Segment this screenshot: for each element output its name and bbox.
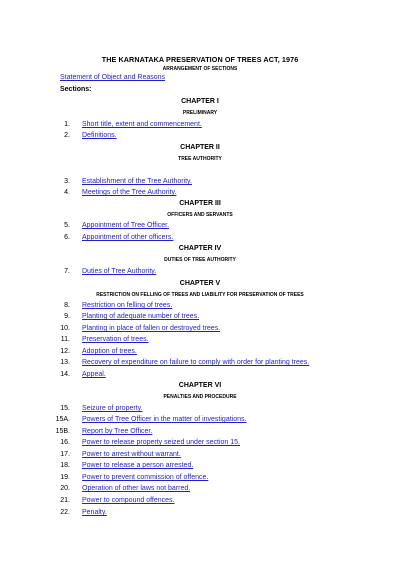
list-item bbox=[0, 359, 400, 369]
section-link[interactable]: Report by Tree Officer. bbox=[82, 428, 153, 435]
list-item bbox=[0, 121, 400, 131]
section-number: 21. bbox=[60, 497, 70, 504]
list-item bbox=[0, 234, 400, 244]
list-item bbox=[0, 428, 400, 438]
section-number: 15A. bbox=[55, 416, 70, 423]
section-number: 8. bbox=[64, 302, 70, 309]
list-item bbox=[0, 462, 400, 472]
section-link[interactable]: Appeal. bbox=[82, 371, 106, 378]
document-subtitle: ARRANGEMENT OF SECTIONS bbox=[162, 66, 238, 72]
section-link[interactable]: Seizure of property. bbox=[82, 405, 143, 412]
chapter-heading: CHAPTER II bbox=[180, 144, 220, 151]
section-number: 5. bbox=[64, 222, 70, 229]
section-link[interactable]: Preservation of trees. bbox=[82, 336, 149, 343]
chapter-heading: CHAPTER VI bbox=[178, 382, 222, 389]
list-item bbox=[0, 325, 400, 335]
list-item bbox=[0, 348, 400, 358]
section-link[interactable]: Meetings of the Tree Authority. bbox=[82, 189, 177, 196]
section-number: 14. bbox=[60, 371, 70, 378]
chapter-heading: CHAPTER IV bbox=[178, 245, 222, 252]
list-item bbox=[0, 268, 400, 278]
section-link[interactable]: Penalty. bbox=[82, 509, 107, 516]
list-item bbox=[0, 497, 400, 507]
list-item bbox=[0, 509, 400, 519]
section-link[interactable]: Adoption of trees. bbox=[82, 348, 137, 355]
chapter-heading: CHAPTER III bbox=[179, 200, 221, 207]
chapter-heading: CHAPTER I bbox=[181, 98, 219, 105]
section-link[interactable]: Appointment of other officers. bbox=[82, 234, 174, 241]
section-number: 10. bbox=[60, 325, 70, 332]
section-link[interactable]: Planting of adequate number of trees. bbox=[82, 313, 200, 320]
section-link[interactable]: Appointment of Tree Officer. bbox=[82, 222, 170, 229]
section-number: 15. bbox=[60, 405, 70, 412]
list-item bbox=[0, 222, 400, 232]
list-item bbox=[0, 439, 400, 449]
chapter-subheading: TREE AUTHORITY bbox=[178, 156, 222, 162]
section-number: 13. bbox=[60, 359, 70, 366]
section-link[interactable]: Operation of other laws not barred. bbox=[82, 485, 191, 492]
chapter-subheading: PENALTIES AND PROCEDURE bbox=[163, 394, 237, 400]
section-number: 18. bbox=[60, 462, 70, 469]
list-item bbox=[0, 474, 400, 484]
section-number: 6. bbox=[64, 234, 70, 241]
section-number: 15B. bbox=[55, 428, 70, 435]
section-link[interactable]: Power to prevent commission of offence. bbox=[82, 474, 209, 481]
section-link[interactable]: Restriction on felling of trees. bbox=[82, 302, 173, 309]
section-number: 7. bbox=[64, 268, 70, 275]
statement-of-objects-link[interactable]: Statement of Object and Reasons bbox=[60, 74, 166, 81]
sections-label: Sections: bbox=[60, 86, 92, 93]
chapter-subheading: OFFICERS AND SERVANTS bbox=[167, 212, 233, 218]
section-link[interactable]: Power to arrest without warrant. bbox=[82, 451, 181, 458]
list-item bbox=[0, 336, 400, 346]
list-item bbox=[0, 189, 400, 199]
section-number: 9. bbox=[64, 313, 70, 320]
section-link[interactable]: Powers of Tree Officer in the matter of investigations. bbox=[82, 416, 247, 423]
section-number: 1. bbox=[64, 121, 70, 128]
list-item bbox=[0, 416, 400, 426]
section-number: 2. bbox=[64, 132, 70, 139]
section-number: 12. bbox=[60, 348, 70, 355]
section-link[interactable]: Planting in place of fallen or destroyed trees. bbox=[82, 325, 221, 332]
section-link[interactable]: Establishment of the Tree Authority. bbox=[82, 178, 192, 185]
list-item bbox=[0, 313, 400, 323]
list-item bbox=[0, 178, 400, 188]
chapter-subheading: PRELIMINARY bbox=[182, 110, 218, 116]
list-item bbox=[0, 405, 400, 415]
document-title: THE KARNATAKA PRESERVATION OF TREES ACT, 1976 bbox=[101, 55, 299, 64]
list-item bbox=[0, 302, 400, 312]
list-item bbox=[0, 371, 400, 381]
section-number: 17. bbox=[60, 451, 70, 458]
section-link[interactable]: Short title, extent and commencement. bbox=[82, 121, 202, 128]
chapter-subheading: RESTRICTION ON FELLING OF TREES AND LIABILITY FOR PRESERVATION OF TREES bbox=[96, 292, 304, 298]
section-link[interactable]: Definitions. bbox=[82, 132, 117, 139]
list-item bbox=[0, 451, 400, 461]
section-link[interactable]: Duties of Tree Authority. bbox=[82, 268, 157, 275]
section-link[interactable]: Power to compound offences. bbox=[82, 497, 175, 504]
section-number: 20. bbox=[60, 485, 70, 492]
section-link[interactable]: Power to release a person arrested. bbox=[82, 462, 194, 469]
chapter-subheading: DUTIES OF TREE AUTHORITY bbox=[164, 257, 236, 263]
chapter-heading: CHAPTER V bbox=[179, 280, 221, 287]
section-number: 16. bbox=[60, 439, 70, 446]
section-number: 4. bbox=[64, 189, 70, 196]
section-number: 3. bbox=[64, 178, 70, 185]
list-item bbox=[0, 132, 400, 142]
section-number: 11. bbox=[60, 336, 70, 343]
section-link[interactable]: Power to release property seized under section 15. bbox=[82, 439, 240, 446]
section-number: 19. bbox=[60, 474, 70, 481]
list-item bbox=[0, 485, 400, 495]
section-link[interactable]: Recovery of expenditure on failure to comply with order for planting trees. bbox=[82, 359, 310, 366]
section-number: 22. bbox=[60, 509, 70, 516]
